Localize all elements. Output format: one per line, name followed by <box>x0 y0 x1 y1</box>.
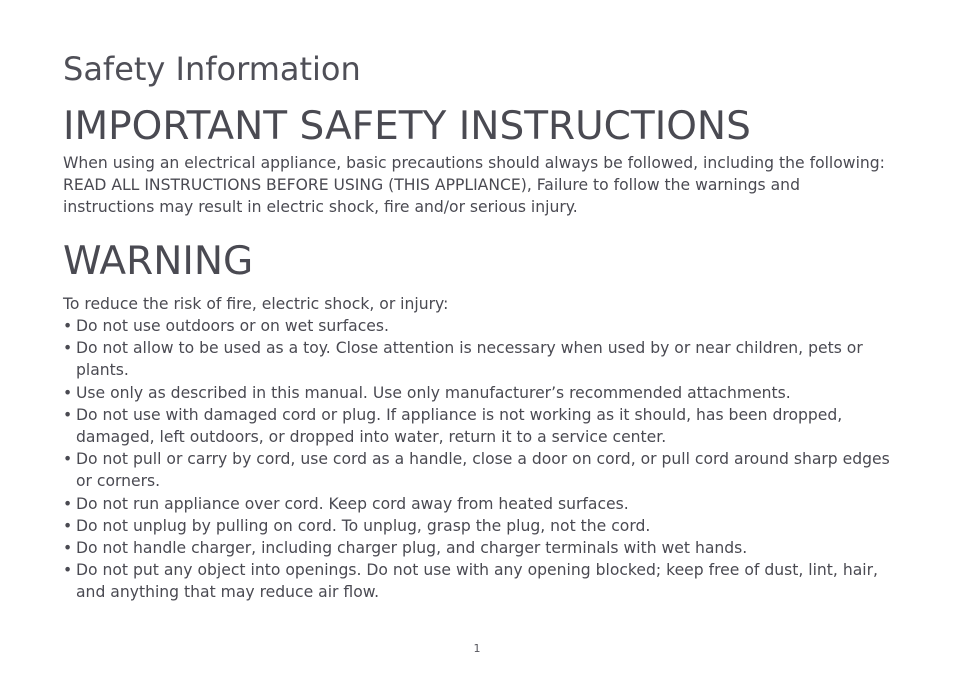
list-item-text: Do not allow to be used as a toy. Close attention is necessary when used by or near children, pets or plants. <box>76 339 863 380</box>
warning-list <box>63 315 898 604</box>
warning-heading: WARNING <box>63 239 254 284</box>
bullet-icon: • <box>63 405 73 424</box>
list-item <box>63 315 898 337</box>
list-item <box>63 382 898 404</box>
list-item-text: Do not unplug by pulling on cord. To unplug, grasp the plug, not the cord. <box>76 516 651 535</box>
list-item-text: Do not use with damaged cord or plug. If appliance is not working as it should, has been dropped, damaged, left outdoors, or dropped into water, return it to a service center. <box>76 405 843 447</box>
list-item-text: Do not handle charger, including charger plug, and charger terminals with wet hands. <box>76 539 748 558</box>
bullet-icon: • <box>63 539 73 558</box>
bullet-icon: • <box>63 516 73 535</box>
bullet-icon: • <box>63 561 73 580</box>
list-item-text: Do not pull or carry by cord, use cord as a handle, close a door on cord, or pull cord around sharp edges or corners. <box>76 450 890 491</box>
list-item <box>63 537 898 559</box>
section-title: Safety Information <box>63 50 361 88</box>
list-item-text: Do not put any object into openings. Do not use with any opening blocked; keep free of dust, lint, hair, and anything that may reduce air flow. <box>76 561 878 602</box>
list-item <box>63 493 898 515</box>
bullet-icon: • <box>63 317 73 335</box>
list-item-text: Do not run appliance over cord. Keep cord away from heated surfaces. <box>76 494 629 513</box>
page-number: 1 <box>473 642 481 655</box>
bullet-icon: • <box>63 383 73 402</box>
list-item <box>63 448 898 492</box>
list-item-text: Use only as described in this manual. Use only manufacturer’s recommended attachments. <box>76 383 791 402</box>
list-item-text: Do not use outdoors or on wet surfaces. <box>76 317 389 335</box>
list-item <box>63 404 898 448</box>
list-item <box>63 559 898 603</box>
list-item <box>63 515 898 537</box>
bullet-icon: • <box>63 450 73 469</box>
main-heading: IMPORTANT SAFETY INSTRUCTIONS <box>63 104 751 149</box>
warning-lead: To reduce the risk of fire, electric shock, or injury: <box>63 295 449 313</box>
bullet-icon: • <box>63 494 73 513</box>
list-item <box>63 337 898 381</box>
bullet-icon: • <box>63 339 73 358</box>
intro-paragraph: When using an electrical appliance, basic precautions should always be followed, including the following: READ ALL INSTRUCTIONS BEFORE USING (THIS APPLIANCE), Failure to follow the warnings and instructions may result in electric shock, fire and/or serious injury. <box>63 154 885 217</box>
